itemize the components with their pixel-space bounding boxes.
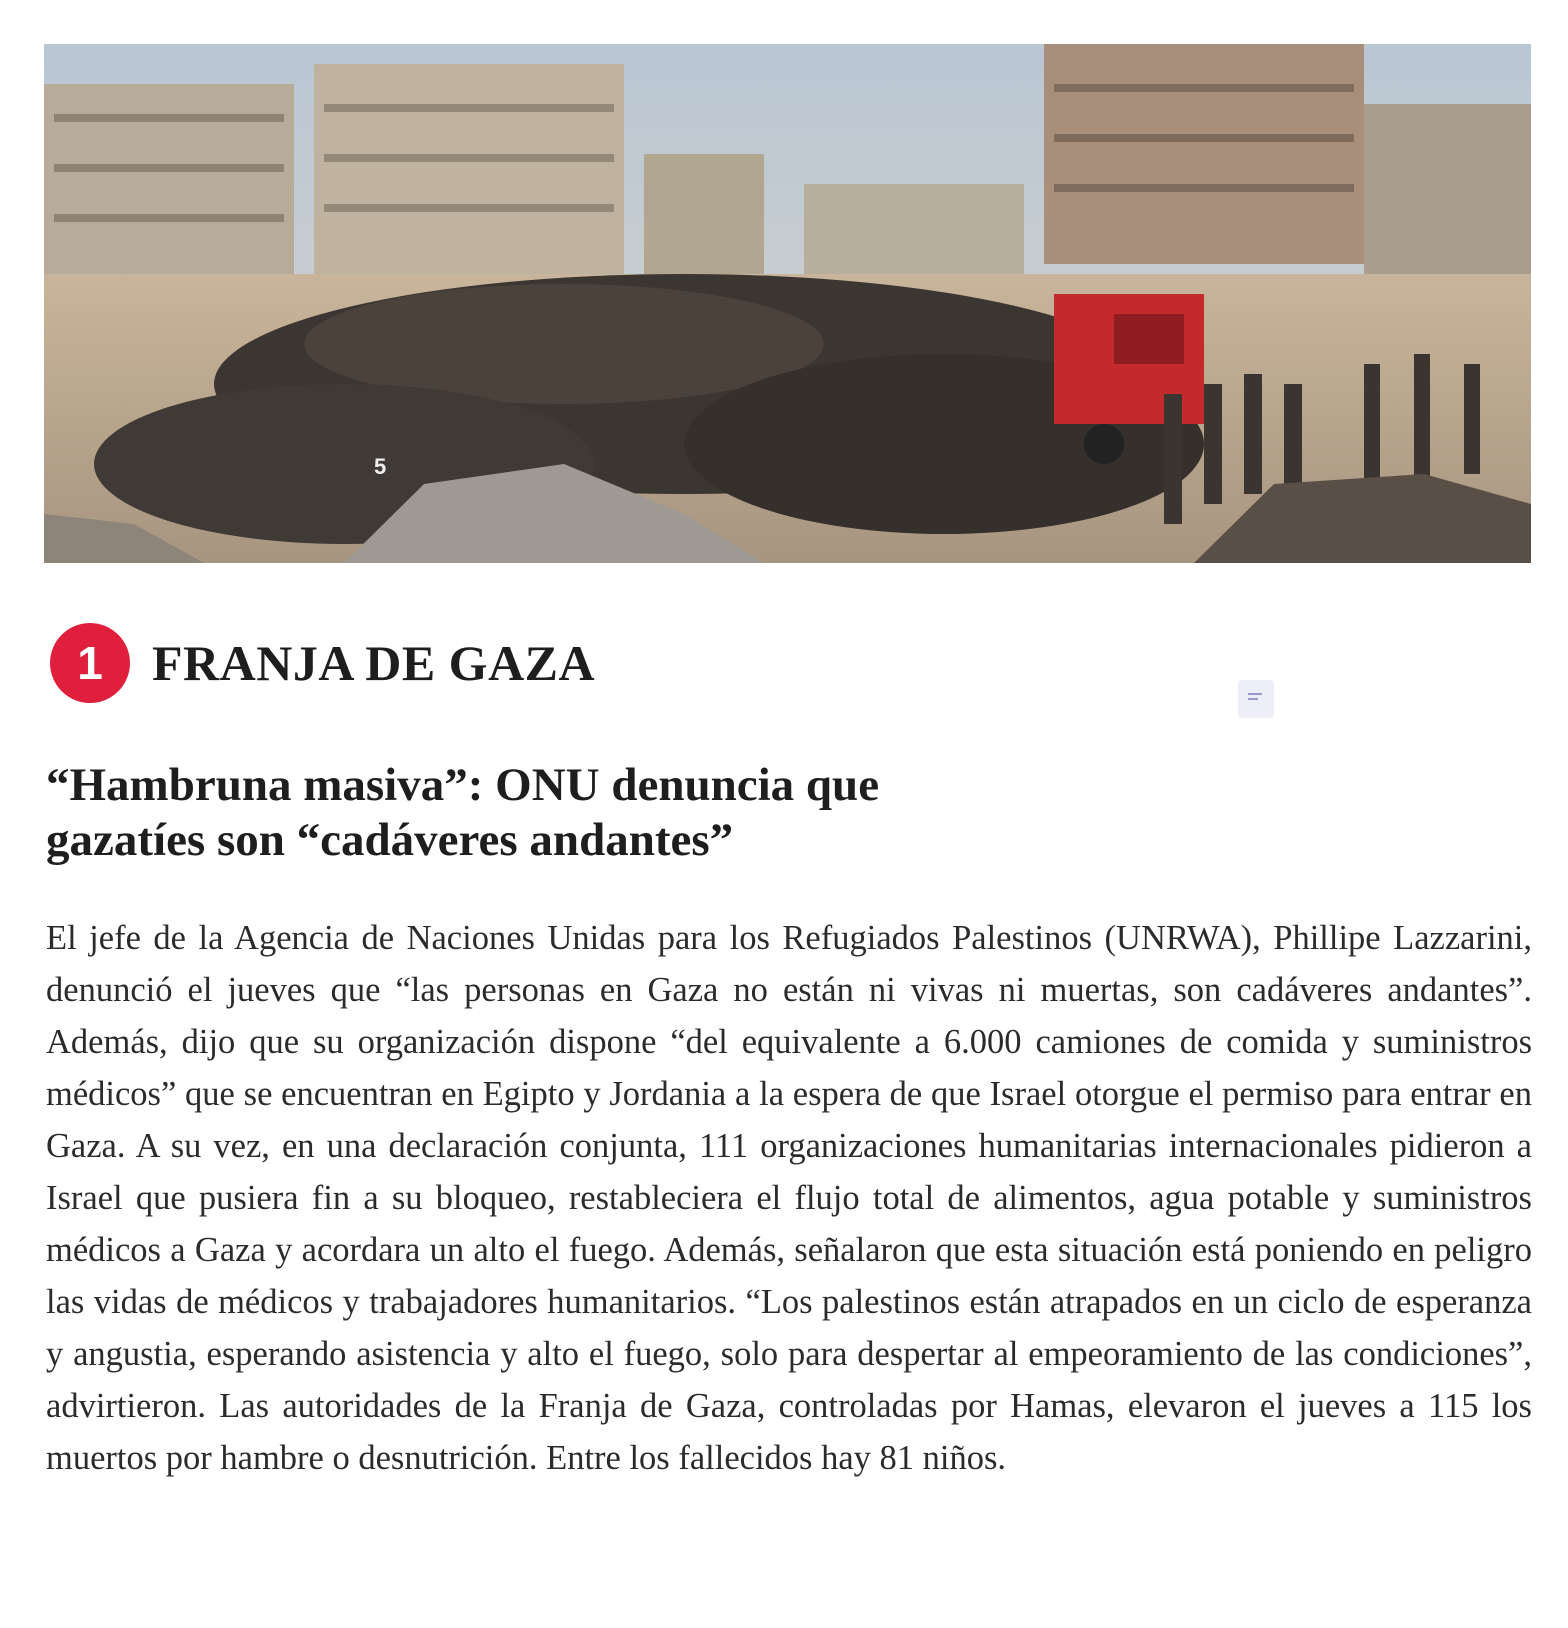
headline-line-2: gazatíes son “cadáveres andantes” <box>46 814 734 866</box>
article-photo <box>44 44 1531 563</box>
truck-number: 5 <box>374 454 387 479</box>
section-title: FRANJA DE GAZA <box>152 635 596 691</box>
headline-line-1: “Hambruna masiva”: ONU denuncia que <box>46 759 880 811</box>
article-body: El jefe de la Agencia de Naciones Unidas para los Refugiados Palestinos (UNRWA), Phillipe Lazzarini, denunció el jueves que “las personas en Gaza no están ni vivas ni muertas, son cadáveres andantes”. Además, dijo que su organización dispone “del equivalente a 6.000 camiones de comida y suministros médicos” que se encuentran en Egipto y Jordania a la espera de que Israel otorgue el permiso para entrar en Gaza. A su vez, en una declaración conjunta, 111 organizaciones humanitarias internacionales pidieron a Israel que pusiera fin a su bloqueo, restableciera el flujo total de alimentos, agua potable y suministros médicos a Gaza y acordara un alto el fuego. Además, señalaron que esta situación está poniendo en peligro las vidas de médicos y trabajadores humanitarios. “Los palestinos están atrapados en un ciclo de esperanza y angustia, esperando asistencia y alto el fuego, solo para despertar al empeoramiento de las condiciones”, advirtieron. Las autoridades de la Franja de Gaza, controladas por Hamas, elevaron el jueves a 115 los muertos por hambre o desnutrición. Entre los fallecidos hay 81 niños. <box>46 919 1532 1477</box>
note-icon-line <box>1248 698 1258 700</box>
photo-crowd-ruins <box>44 44 1531 563</box>
note-icon-line <box>1248 693 1262 695</box>
section-number-badge: 1 <box>50 623 130 703</box>
article-headline <box>46 758 1146 868</box>
note-icon[interactable] <box>1238 680 1274 718</box>
section-header <box>50 622 595 704</box>
